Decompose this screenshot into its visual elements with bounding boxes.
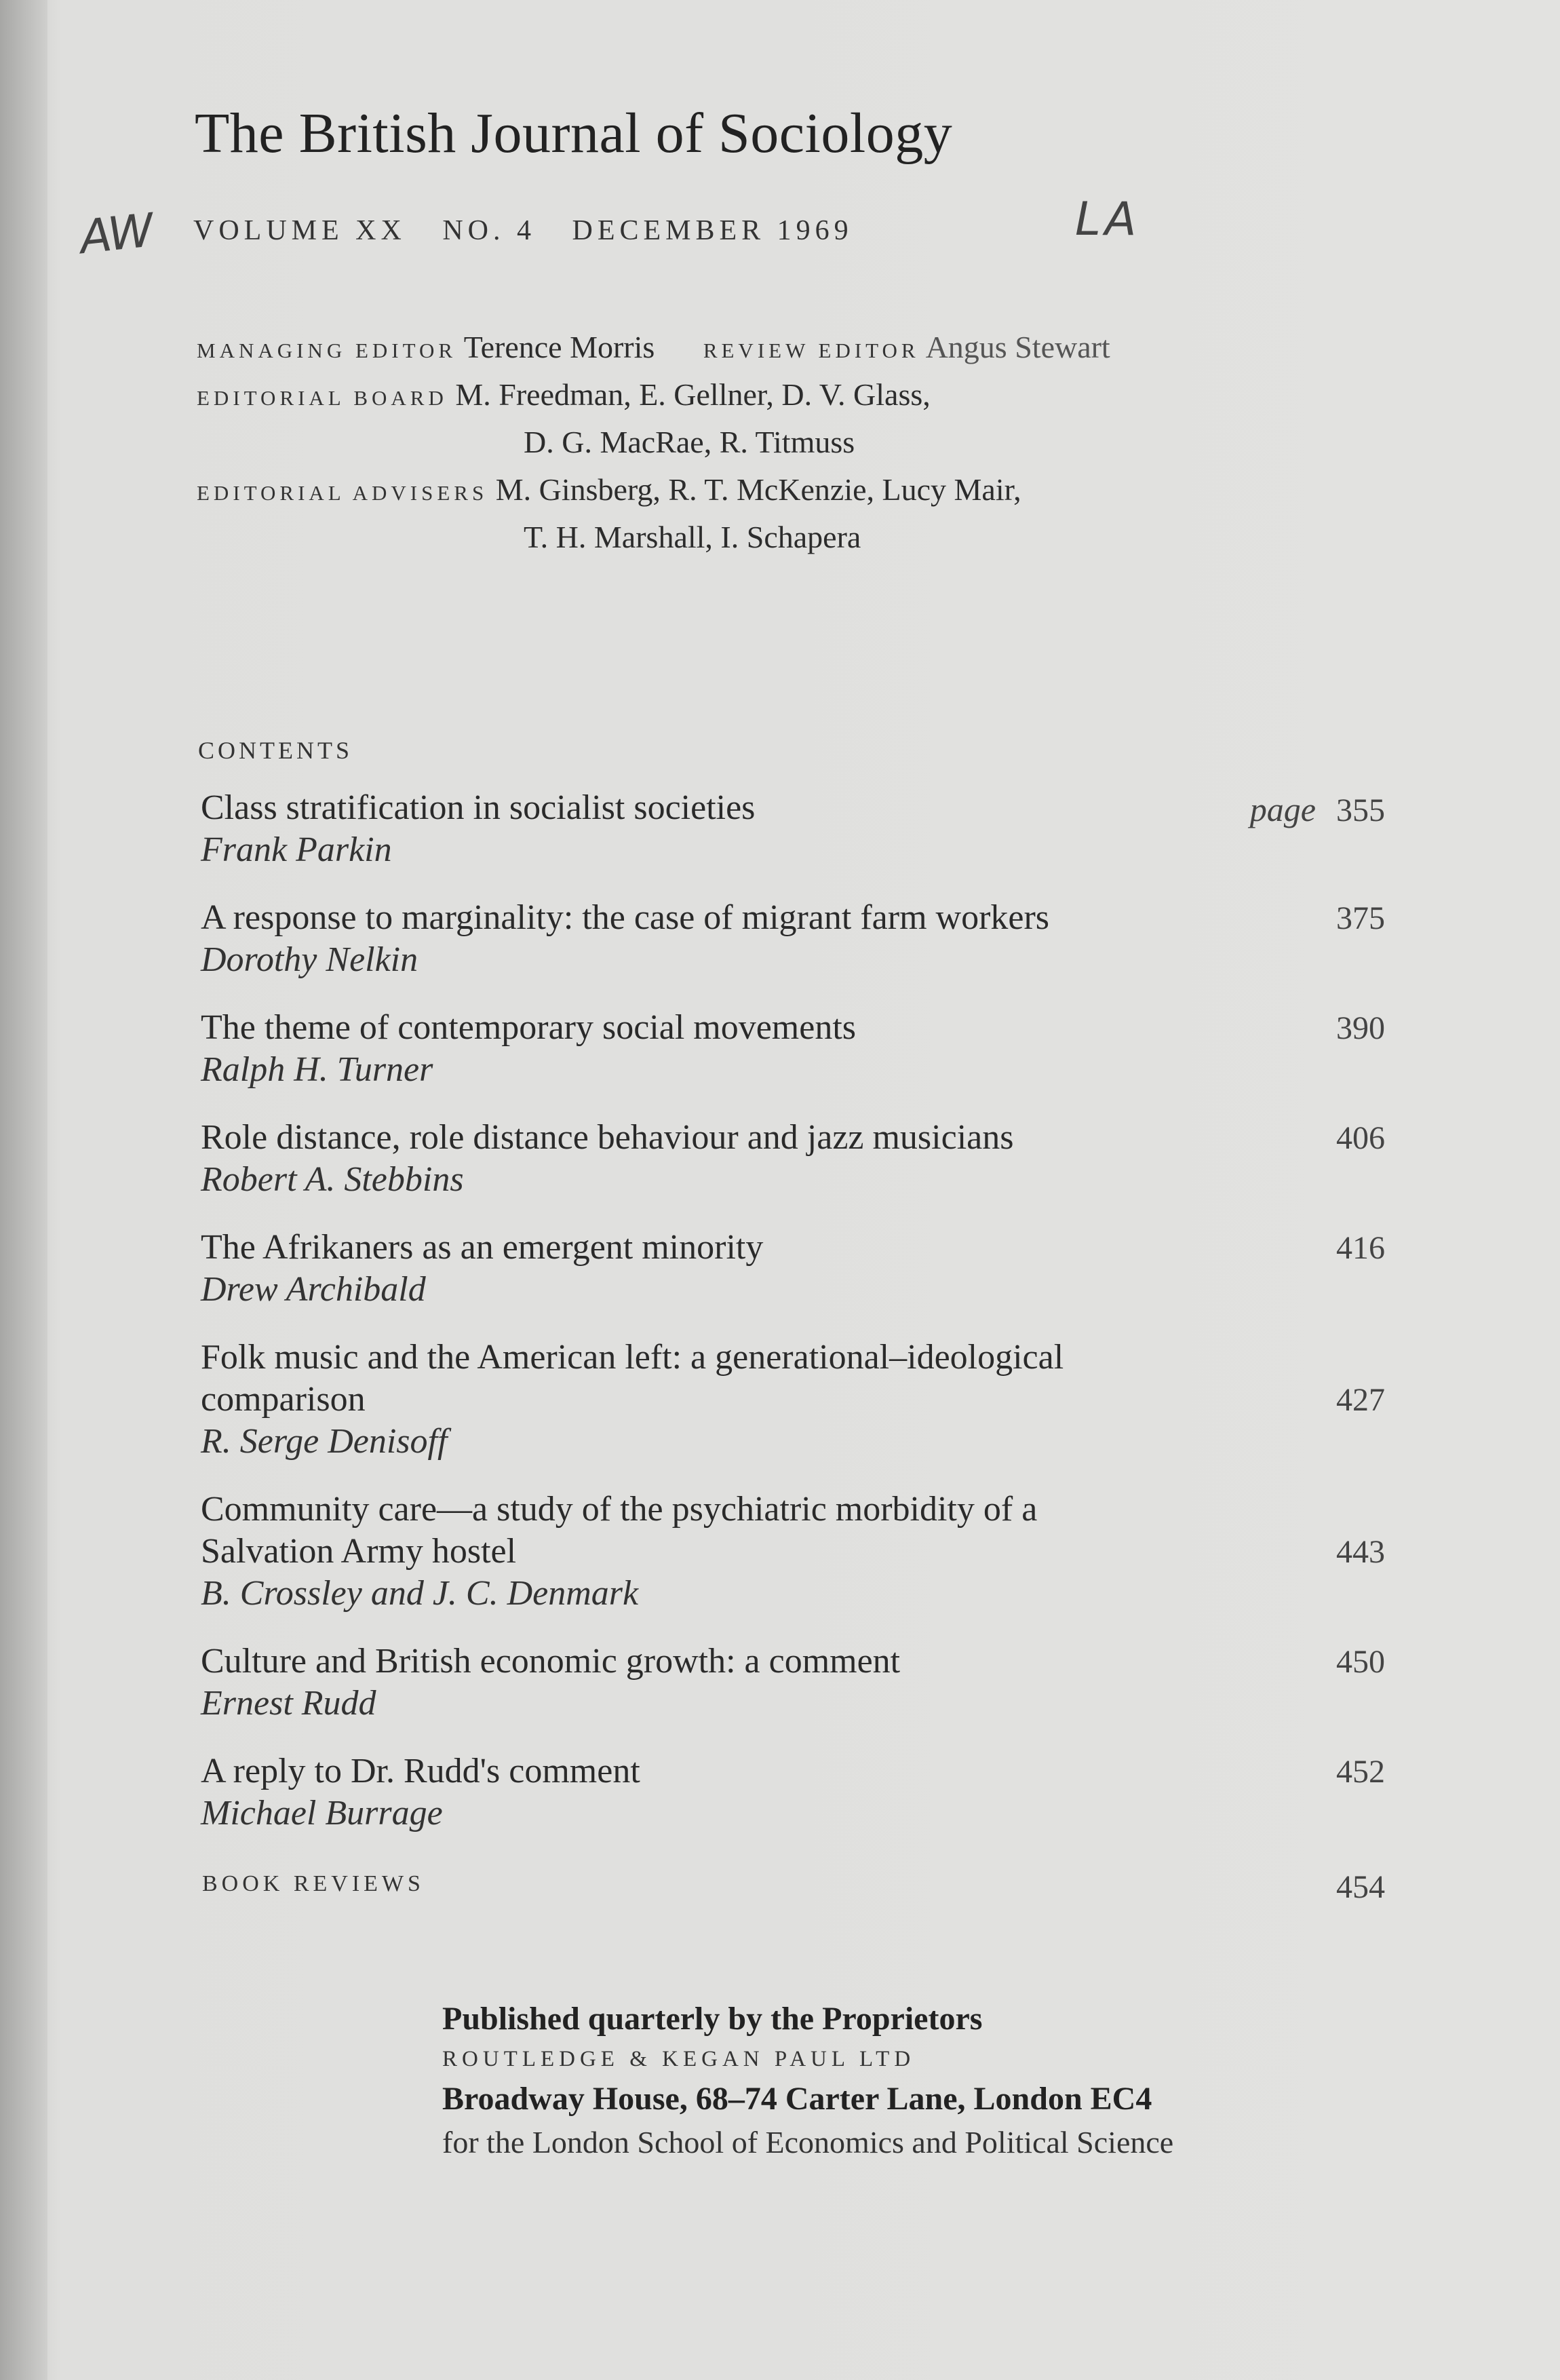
book-reviews-page: 454 [1336,1869,1385,1905]
toc-item[interactable] [201,1750,1385,1835]
editorial-advisers-row [197,472,1021,507]
toc-item[interactable] [201,897,1385,981]
toc-author: Ernest Rudd [201,1684,376,1723]
toc-author: Robert A. Stebbins [201,1160,464,1199]
book-reviews-entry[interactable] [202,1869,1385,1905]
toc-page-number: 427 [1336,1382,1385,1418]
editorial-board-label: EDITORIAL BOARD [197,386,448,410]
page-binding-edge [0,0,47,2380]
toc-author: R. Serge Denisoff [201,1422,448,1461]
review-editor-name: Angus Stewart [925,330,1110,364]
issue-line [193,214,878,247]
editorial-board-row [197,377,931,412]
toc-page-number: 375 [1336,900,1385,936]
page-word: page [1249,790,1316,828]
publisher-block [442,2000,1173,2160]
toc-item[interactable] [201,1337,1385,1463]
toc-title: The theme of contemporary social movements [201,1008,857,1047]
toc-page-number: 452 [1336,1754,1385,1790]
editorial-advisers-line1: M. Ginsberg, R. T. McKenzie, Lucy Mair, [495,472,1021,507]
toc-title: Class stratification in socialist societies [201,788,756,827]
journal-title: The British Journal of Sociology [195,102,953,165]
toc-item[interactable] [201,1227,1385,1311]
handwritten-mark-left: AW [77,204,154,265]
toc-page-number: 390 [1336,1010,1385,1046]
managing-editor-label: MANAGING EDITOR [197,339,457,362]
toc-page-number: 355 [1336,792,1385,828]
toc-author: Ralph H. Turner [201,1050,433,1089]
contents-heading: CONTENTS [198,737,353,764]
toc-item[interactable] [201,1640,1385,1725]
publisher-address: Broadway House, 68–74 Carter Lane, London EC4 [442,2081,1152,2117]
toc-title: Community care—a study of the psychiatric morbidity of a [201,1490,1038,1529]
editorial-advisers-label: EDITORIAL ADVISERS [197,481,488,505]
date-label: DECEMBER 1969 [572,215,853,246]
toc-title-continued: comparison [201,1380,366,1419]
toc-title: The Afrikaners as an emergent minority [201,1228,764,1267]
toc-title: Role distance, role distance behaviour and jazz musicians [201,1118,1014,1157]
toc-author: Dorothy Nelkin [201,940,418,979]
toc-title: Culture and British economic growth: a comment [201,1642,901,1681]
review-editor-label: REVIEW EDITOR [703,339,920,362]
toc-item[interactable] [201,787,1385,871]
publisher-line1: Published quarterly by the Proprietors [442,2001,983,2037]
publisher-institution: for the London School of Economics and Political Science [442,2125,1174,2160]
handwritten-mark-right: LA [1075,193,1141,246]
toc-page [1250,790,1385,829]
toc-page-number: 406 [1336,1120,1385,1156]
toc-page-number: 443 [1336,1534,1385,1570]
toc-item[interactable] [201,1007,1385,1091]
toc-item[interactable] [201,1117,1385,1201]
managing-editor-name: Terence Morris [463,330,655,364]
toc-page-number: 450 [1336,1644,1385,1680]
editorial-board-line2: D. G. MacRae, R. Titmuss [524,425,855,459]
toc-page-number: 416 [1336,1230,1385,1266]
book-reviews-label: BOOK REVIEWS [202,1871,425,1896]
toc-author: B. Crossley and J. C. Denmark [201,1574,639,1613]
toc-item[interactable] [201,1489,1385,1615]
toc-title: A reply to Dr. Rudd's comment [201,1752,640,1790]
toc-author: Frank Parkin [201,830,392,869]
toc-title: A response to marginality: the case of migrant farm workers [201,898,1050,937]
toc-title: Folk music and the American left: a generational–ideological [201,1338,1064,1377]
editorial-advisers-line2: T. H. Marshall, I. Schapera [524,520,861,554]
toc-title-continued: Salvation Army hostel [201,1532,517,1571]
toc-author: Drew Archibald [201,1270,426,1309]
publisher-name: ROUTLEDGE & KEGAN PAUL LTD [442,2047,916,2071]
toc-author: Michael Burrage [201,1794,443,1832]
editorial-board-line1: M. Freedman, E. Gellner, D. V. Glass, [455,377,931,412]
number-label: NO. 4 [442,215,536,246]
managing-editor-row [197,329,1110,365]
volume-label: VOLUME XX [193,215,406,246]
